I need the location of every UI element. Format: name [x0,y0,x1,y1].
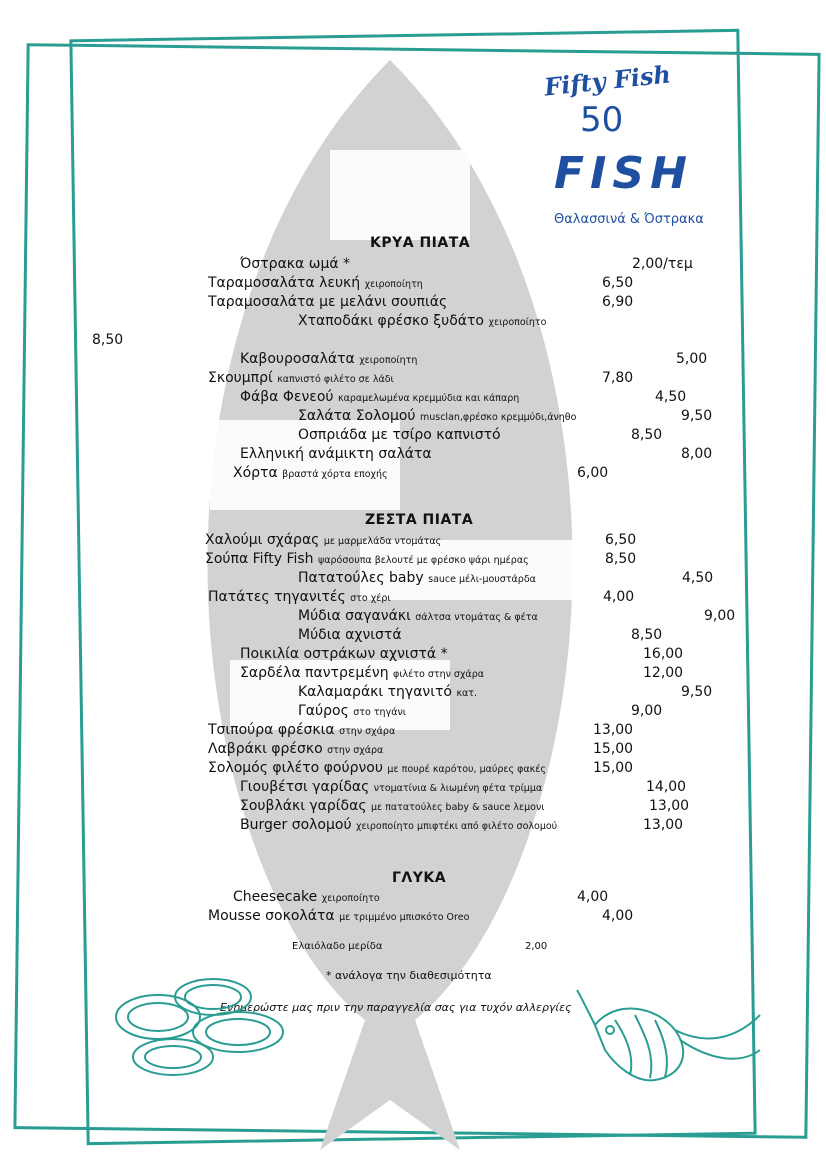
menu-item-name: Μύδια σαγανάκι [298,608,411,624]
menu-item-name: Γιουβέτσι γαρίδας [240,779,370,795]
menu-item-price: 14,00 [646,779,687,795]
menu-item [240,350,417,370]
menu-item-name: Burger σολομού [240,817,352,833]
menu-item-price: 8,50 [92,332,124,348]
menu-item-name: Χταποδάκι φρέσκο ξυδάτο [298,313,484,329]
menu-item-note: με μαρμελάδα ντομάτας [323,536,442,547]
menu-item-name: Σουβλάκι γαρίδας [240,798,367,814]
menu-item-price: 4,50 [682,570,714,586]
menu-item [208,588,391,608]
menu-item-price: 15,00 [593,741,634,757]
menu-item-price: 9,00 [704,608,736,624]
menu-item [298,683,477,703]
menu-item-name: Σούπα Fifty Fish [205,551,314,567]
menu-item-note: χειροποίητο μπιφτέκι από φιλέτο σολομού [356,821,558,832]
menu-item-note: στην σχάρα [339,726,396,737]
menu-item-name: Λαβράκι φρέσκο [208,741,323,757]
menu-item [205,550,529,570]
menu-item-price: 15,00 [593,760,634,776]
logo-number: 50 [580,100,624,140]
menu-item-price: 9,50 [681,408,713,424]
menu-item-price: 16,00 [643,646,684,662]
menu-item-price: 9,00 [631,703,663,719]
menu-item [298,702,406,722]
menu-item [205,531,441,551]
menu-item-price: 6,90 [602,294,634,310]
sweet-section-title: ΓΛΥΚΑ [392,870,447,886]
oil-portion-label: Ελαιόλαδο μερίδα [292,941,383,952]
menu-item-price: 13,00 [649,798,690,814]
logo-script-text: Fifty Fish [542,59,673,102]
menu-item [208,759,546,779]
menu-item [208,907,469,927]
menu-item-price: 13,00 [643,817,684,833]
menu-item-note: στο χέρι [350,593,391,604]
menu-item-note: καπνιστό φιλέτο σε λάδι [277,374,394,385]
menu-item [240,664,484,684]
menu-item-price: 8,00 [681,446,713,462]
menu-item-note: χειροποίητο [321,893,380,904]
menu-item-price: 6,50 [602,275,634,291]
menu-item-price: 4,00 [577,889,609,905]
menu-item [298,407,576,427]
menu-item-note: καραμελωμένα κρεμμύδια και κάπαρη [337,393,520,404]
menu-item-price: 8,50 [631,627,663,643]
menu-item-note: χειροποίητο [488,317,547,328]
cold-section-title: ΚΡΥΑ ΠΙΑΤΑ [370,235,471,251]
logo-brand: FISH [554,148,693,199]
menu-item-name: Χόρτα [233,465,278,481]
menu-item [233,464,388,484]
menu-item-note: με πατατούλες baby & sauce λεμονι [371,802,545,813]
menu-item-price: 8,50 [631,427,663,443]
menu-item [240,388,519,408]
menu-item-name: Cheesecake [233,889,318,905]
menu-item-price: 5,00 [676,351,708,367]
menu-item-name: Καλαμαράκι τηγανιτό [298,684,452,700]
logo-tagline: Θαλασσινά & Όστρακα [554,212,704,227]
menu-item-note: στο τηγάνι [353,707,406,718]
menu-item-note: ντοματίνια & λιωμένη φέτα τρίμμα [373,783,543,794]
shrimp-illustration-icon [575,985,765,1095]
menu-item-price: 4,00 [602,908,634,924]
menu-item [233,888,380,908]
menu-item-price: 4,50 [655,389,687,405]
menu-item [208,721,395,741]
menu-item [298,312,546,332]
menu-item-name: Mousse σοκολάτα [208,908,335,924]
menu-item-name: Πατατούλες baby [298,570,424,586]
restaurant-logo [540,60,720,240]
menu-item-name: Ποικιλία οστράκων αχνιστά * [240,646,448,662]
menu-item-note: βραστά χόρτα εποχής [282,469,388,480]
menu-item [208,274,423,294]
menu-item-price: 8,50 [605,551,637,567]
menu-item [240,797,545,817]
oil-portion-price: 2,00 [525,941,548,952]
menu-item [240,778,542,798]
menu-item-name: Καβουροσαλάτα [240,351,355,367]
allergy-note: Ενημερώστε μας πριν την παραγγελία σας για τυχόν αλλεργίες [220,1001,572,1014]
menu-item-note: στην σχάρα [327,745,384,756]
menu-item-price: 7,80 [602,370,634,386]
menu-item-name: Σκουμπρί [208,370,273,386]
menu-item-note: σάλτσα ντομάτας & φέτα [415,612,538,623]
menu-item-note: χειροποίητη [359,355,418,366]
menu-item-name: Ελληνική ανάμικτη σαλάτα [240,446,432,462]
menu-item-name: Μύδια αχνιστά [298,627,402,643]
menu-item-name: Σολομός φιλέτο φούρνου [208,760,383,776]
menu-item-price: 2,00/τεμ [632,256,693,272]
menu-item-note: musclan,φρέσκο κρεμμύδι,άνηθο [419,412,577,423]
menu-item-name: Οσπριάδα με τσίρο καπνιστό [298,427,501,443]
menu-item-price: 13,00 [593,722,634,738]
menu-item-note: ψαρόσουπα βελουτέ με φρέσκο ψάρι ημέρας [318,555,529,566]
availability-note: * ανάλογα την διαθεσιμότητα [326,969,492,982]
menu-item [208,740,383,760]
menu-item-name: Πατάτες τηγανιτές [208,589,346,605]
clams-illustration-icon [98,972,298,1082]
menu-item-name: Σαρδέλα παντρεμένη [240,665,389,681]
hot-section-title: ΖΕΣΤΑ ΠΙΑΤΑ [365,512,474,528]
menu-item [298,569,536,589]
menu-item-price: 6,00 [577,465,609,481]
menu-item-name: Τσιπούρα φρέσκια [208,722,335,738]
menu-item-note: χειροποίητη [364,279,423,290]
menu-item-note: sauce μέλι-μουστάρδα [428,574,536,585]
menu-item-note: με τριμμένο μπισκότο Oreo [339,912,470,923]
menu-item [240,816,557,836]
menu-item-price: 12,00 [643,665,684,681]
menu-item-name: Όστρακα ωμά * [240,256,351,272]
menu-item-name: Γαύρος [298,703,349,719]
menu-item-price: 6,50 [605,532,637,548]
menu-item-note: φιλέτο στην σχάρα [393,669,484,680]
menu-item-name: Σαλάτα Σολομού [298,408,416,424]
menu-item-name: Χαλούμι σχάρας [205,532,320,548]
menu-item-name: Ταραμοσαλάτα λευκή [208,275,361,291]
menu-item-name: Φάβα Φενεού [240,389,334,405]
menu-item [208,369,394,389]
menu-item-price: 9,50 [681,684,713,700]
menu-item-name: Ταραμοσαλάτα με μελάνι σουπιάς [208,294,448,310]
menu-item-price: 4,00 [603,589,635,605]
menu-item [298,607,538,627]
menu-item-note: με πουρέ καρότου, μαύρες φακές [387,764,546,775]
menu-item-note: κατ. [456,688,478,699]
